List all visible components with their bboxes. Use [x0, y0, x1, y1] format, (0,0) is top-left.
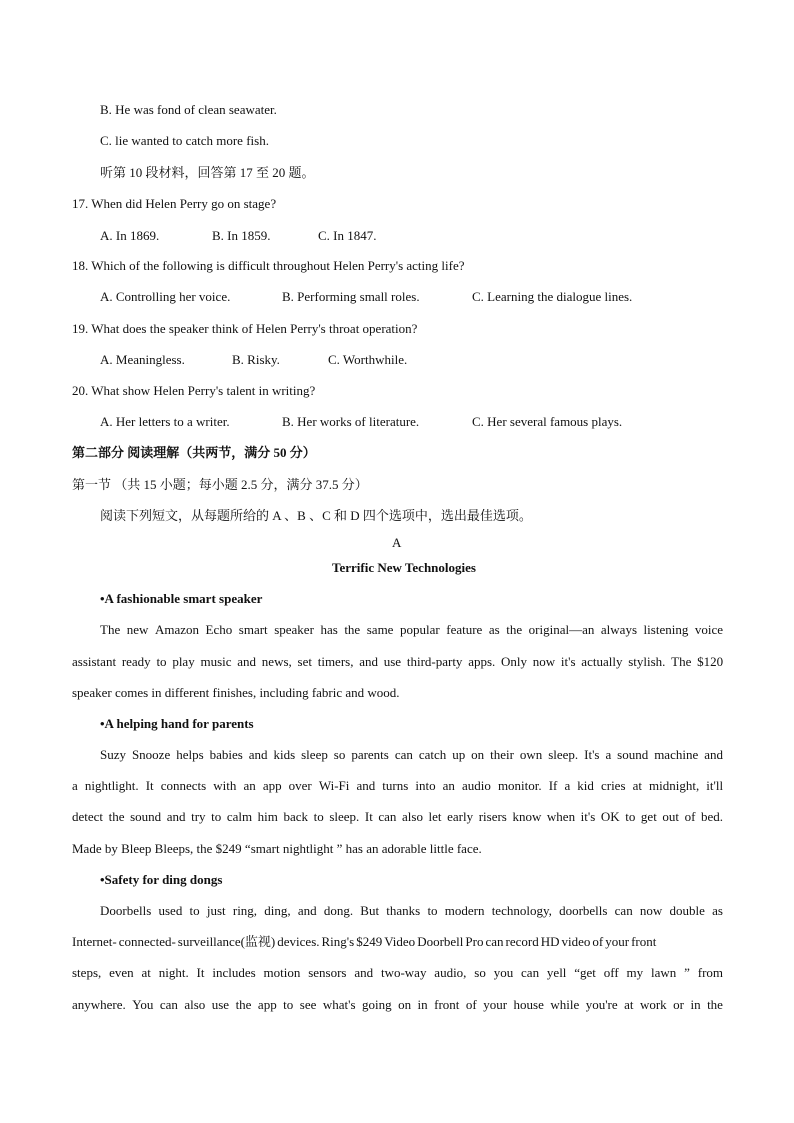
- section1-title: 第一节 （共 15 小题；每小题 2.5 分，满分 37.5 分）: [72, 477, 368, 492]
- paragraph-line: Made by Bleep Bleeps, the $249 “smart nightlight ” has an adorable little face.: [72, 841, 482, 856]
- paragraph-line: anywhere. You can also use the app to see what's going on in front of your house while you're at work or in the: [72, 997, 723, 1012]
- paragraph-line: The new Amazon Echo smart speaker has the same popular feature as the original—an always listening voice: [100, 622, 723, 637]
- q16-option-c: C. lie wanted to catch more fish.: [100, 133, 269, 148]
- q18-stem: 18. Which of the following is difficult throughout Helen Perry's acting life?: [72, 258, 465, 273]
- q20-stem: 20. What show Helen Perry's talent in writing?: [72, 383, 316, 398]
- q18-option-a: A. Controlling her voice.: [100, 289, 231, 304]
- q20-option-c: C. Her several famous plays.: [472, 414, 623, 429]
- q19-option-b: B. Risky.: [232, 352, 280, 367]
- q19-option-a: A. Meaningless.: [100, 352, 185, 367]
- q18-option-b: B. Performing small roles.: [282, 289, 420, 304]
- q17-option-c: C. In 1847.: [318, 228, 377, 243]
- section-heading-doorbell: •Safety for ding dongs: [100, 872, 223, 887]
- section-heading-speaker: •A fashionable smart speaker: [100, 591, 263, 606]
- q16-option-b: B. He was fond of clean seawater.: [100, 102, 277, 117]
- section10-intro: 听第 10 段材料，回答第 17 至 20 题。: [100, 165, 315, 180]
- paragraph-line: steps, even at night. It includes motion sensors and two-way audio, so you can yell “get off my lawn ” from: [72, 965, 723, 980]
- passage-letter: A: [392, 535, 402, 550]
- q18-option-c: C. Learning the dialogue lines.: [472, 289, 633, 304]
- paragraph-line: speaker comes in different finishes, including fabric and wood.: [72, 685, 400, 700]
- passage-title: Terrific New Technologies: [332, 560, 476, 575]
- paragraph-line: assistant ready to play music and news, set timers, and use third-party apps. Only now it's actually stylish. The $120: [72, 654, 723, 669]
- reading-instruction: 阅读下列短文，从每题所给的 A 、B 、C 和 D 四个选项中，选出最佳选项。: [100, 508, 532, 523]
- paragraph-line: detect the sound and try to calm him back to sleep. It can also let early risers know when it's OK to get out of bed.: [72, 809, 723, 824]
- q17-option-a: A. In 1869.: [100, 228, 160, 243]
- paragraph-line: a nightlight. It connects with an app over Wi-Fi and turns into an audio monitor. If a kid cries at midnight, it'll: [72, 778, 723, 793]
- q19-stem: 19. What does the speaker think of Helen Perry's throat operation?: [72, 321, 418, 336]
- q20-option-a: A. Her letters to a writer.: [100, 414, 230, 429]
- q19-option-c: C. Worthwhile.: [328, 352, 408, 367]
- paragraph-line: Suzy Snooze helps babies and kids sleep so parents can catch up on their own sleep. It's a sound machine and: [100, 747, 723, 762]
- q17-option-b: B. In 1859.: [212, 228, 271, 243]
- paragraph-line: Internet- connected- surveillance(监视) devices. Ring's $249 Video Doorbell Pro can record HD video of your front: [72, 934, 657, 949]
- q17-stem: 17. When did Helen Perry go on stage?: [72, 196, 277, 211]
- q20-option-b: B. Her works of literature.: [282, 414, 420, 429]
- section-heading-parents: •A helping hand for parents: [100, 716, 254, 731]
- part2-title: 第二部分 阅读理解（共两节，满分 50 分）: [72, 445, 316, 460]
- paragraph-line: Doorbells used to just ring, ding, and dong. But thanks to modern technology, doorbells can now double as: [100, 903, 723, 918]
